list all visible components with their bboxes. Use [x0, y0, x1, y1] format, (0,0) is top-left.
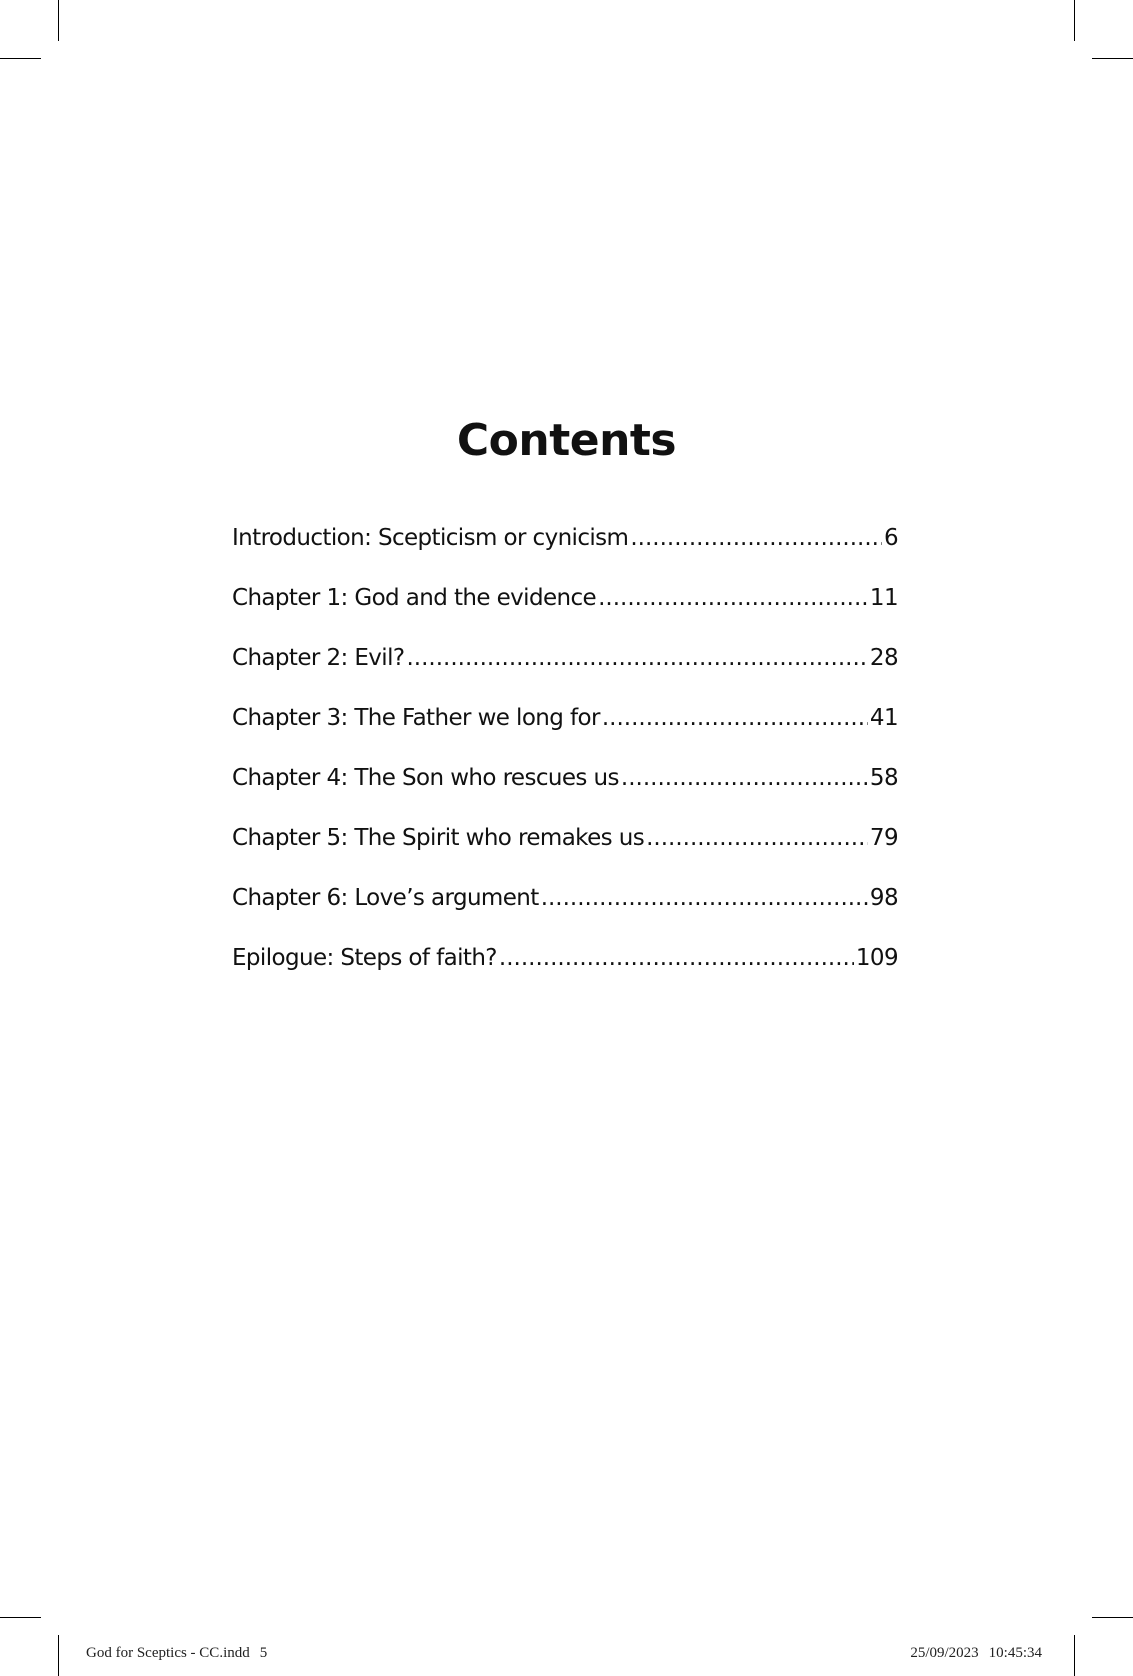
- crop-mark-bottom-right-horizontal: [1092, 1617, 1133, 1618]
- toc-entry-page: 98: [869, 885, 898, 911]
- toc-entry-title: Chapter 5: The Spirit who remakes us: [232, 825, 645, 851]
- slug-file-name: God for Sceptics - CC.indd: [86, 1645, 250, 1661]
- toc-dot-leader: [598, 585, 868, 611]
- toc-entry[interactable]: [232, 885, 898, 945]
- toc-entry-title: Chapter 4: The Son who rescues us: [232, 765, 619, 791]
- slug-date: 25/09/2023: [910, 1645, 979, 1661]
- toc-entry-title: Introduction: Scepticism or cynicism: [232, 525, 629, 551]
- toc-dot-leader: [602, 705, 868, 731]
- toc-dot-leader: [541, 885, 868, 911]
- toc-entry-title: Chapter 1: God and the evidence: [232, 585, 597, 611]
- toc-dot-leader: [621, 765, 868, 791]
- toc-entry-page: 109: [855, 945, 898, 971]
- toc-entry[interactable]: [232, 765, 898, 825]
- toc-entry[interactable]: [232, 825, 898, 885]
- toc-entry-title: Epilogue: Steps of faith?: [232, 945, 497, 971]
- toc-entry[interactable]: [232, 525, 898, 585]
- crop-mark-top-right-vertical: [1074, 0, 1075, 41]
- crop-mark-bottom-left-vertical: [58, 1635, 59, 1676]
- toc-entry-page: 28: [869, 645, 898, 671]
- toc-entry-page: 58: [869, 765, 898, 791]
- slug-file-info: [86, 1645, 267, 1662]
- page-title: Contents: [456, 415, 677, 467]
- crop-mark-top-left-horizontal: [0, 58, 41, 59]
- toc-dot-leader: [499, 945, 854, 971]
- crop-mark-bottom-left-horizontal: [0, 1617, 41, 1618]
- toc-entry-title: Chapter 2: Evil?: [232, 645, 405, 671]
- toc-entry-page: 41: [869, 705, 898, 731]
- toc-entry-page: 11: [869, 585, 898, 611]
- crop-mark-bottom-right-vertical: [1074, 1635, 1075, 1676]
- toc-entry-title: Chapter 3: The Father we long for: [232, 705, 600, 731]
- toc-entry[interactable]: [232, 705, 898, 765]
- toc-entry[interactable]: [232, 645, 898, 705]
- crop-mark-top-right-horizontal: [1092, 58, 1133, 59]
- toc-dot-leader: [630, 525, 882, 551]
- slug-page-number: 5: [259, 1645, 268, 1661]
- slug-time: 10:45:34: [988, 1645, 1042, 1661]
- table-of-contents: [232, 525, 898, 1005]
- toc-entry-page: 6: [883, 525, 898, 551]
- crop-mark-top-left-vertical: [58, 0, 59, 41]
- toc-entry[interactable]: [232, 585, 898, 645]
- toc-entry-page: 79: [869, 825, 898, 851]
- toc-entry-title: Chapter 6: Love’s argument: [232, 885, 539, 911]
- toc-dot-leader: [646, 825, 868, 851]
- toc-dot-leader: [407, 645, 868, 671]
- slug-timestamp: [910, 1645, 1042, 1662]
- toc-entry[interactable]: [232, 945, 898, 1005]
